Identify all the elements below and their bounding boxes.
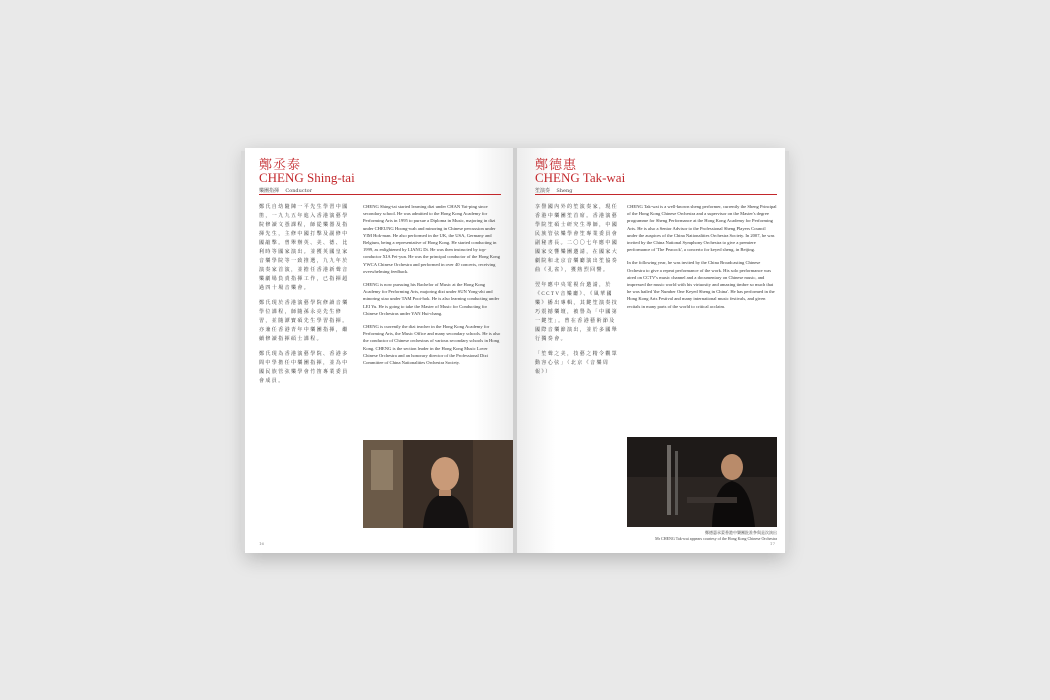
performer-name-chinese: 鄭丞泰 bbox=[259, 158, 302, 173]
performer-role bbox=[535, 187, 572, 194]
sheng-performer-photo bbox=[627, 437, 777, 527]
right-page bbox=[515, 148, 785, 553]
bio-paragraph: 翌年應中央電視台邀請，於《CCTV音樂廳》、《風華國樂》播出專輯，其鍵笙演奏技巧震撼樂壇，被譽為「中國第一鍵笙」。曾在香港藝術節及國際音樂節演出，並於多國舉行獨奏會。 bbox=[535, 283, 619, 342]
chinese-biography bbox=[535, 203, 619, 383]
page-edge-right bbox=[785, 151, 789, 551]
title-divider bbox=[259, 194, 501, 195]
page-number: 16 bbox=[259, 541, 265, 546]
role-english: Conductor bbox=[285, 188, 313, 194]
page-number: 17 bbox=[769, 541, 775, 546]
performer-name-english: CHENG Tak-wai bbox=[535, 170, 626, 185]
portrait-illustration bbox=[363, 440, 515, 528]
english-biography bbox=[363, 203, 503, 372]
booklet-spine bbox=[513, 148, 517, 553]
role-chinese: 樂團指揮 bbox=[259, 188, 280, 194]
bio-paragraph: CHENG Shing-tai started learning dizi under CHAN Yat-ping since secondary school. He was admitted to the Hong Kong Academy for Performing Arts in 1995 to pursue a Diploma in Music, majoring in dizi under CHEUNG Hoong-wah and minoring in Chinese percussion under YIM Hok-man. He also performed in the UK, the USA, Germany and Belgium, being a representative of Hong Kong. He started conducting in 1999, as enlightened by LIANG Di. He was then instructed by top-conductor XIA Fei-yun. He was the principal conductor of the Hong Kong YWCA Chinese Orchestra and performed in over 40 concerts, receiving overwhelming feedback. bbox=[363, 204, 501, 274]
chinese-biography bbox=[259, 203, 351, 392]
performer-illustration bbox=[627, 437, 777, 527]
performer-name-english: CHENG Shing-tai bbox=[259, 170, 355, 185]
booklet-spread bbox=[245, 148, 785, 553]
bio-quote: 「笙聲之美，技藝之精令觀眾動容心弦」（北京《音樂周報》） bbox=[535, 352, 619, 375]
bio-paragraph: 鄭氏自幼隨陳一平先生學習中國笛，一九九五年進入香港演藝學院修讀文憑課程，師從樂器及指揮先生，主修中國打擊及副修中國敲擊。曾舉辦英、美、德、比利時等國家演出。並獲英國皇家音樂學院等一致推選，九九年於演奏家首演，並擔任香港新聲音樂劇場負責指揮工作，已指揮超過四十場音樂會。 bbox=[259, 205, 349, 291]
performer-name-chinese: 鄭德惠 bbox=[535, 158, 578, 173]
conductor-portrait-photo bbox=[363, 440, 515, 528]
bio-paragraph: 享譽國內外的笙演奏家，現任香港中樂團笙首席。香港演藝學院笙碩士研究生導師，中國民族管弦樂學會笙專業委員會副秘書長。二〇〇七年應中國國家交響樂團邀請，在國家大劇院和北京音樂廳演出笙協奏曲《孔雀》，獲熱烈回響。 bbox=[535, 205, 619, 273]
left-page bbox=[245, 148, 515, 553]
bio-paragraph: 鄭氏現於香港演藝學院修讀音樂學位課程，師隨孫永亮先生修習，並隨譚寶碩先生學習指揮。亦兼任香港青年中樂團指揮，繼續修讀指揮碩士課程。 bbox=[259, 301, 349, 342]
bio-paragraph: CHENG is currently the dizi teacher in the Hong Kong Academy for Performing Arts, the Music Office and many secondary schools. He is also the conductor of Chinese orchestras of various secondary schools in Hong Kong. CHENG is the section leader in the Hong Kong Music Lover Chinese Orchestra and an honorary director of the Professional Dizi Committee of China Nationalities Orchestra Society. bbox=[363, 324, 501, 366]
caption-english: Mr CHENG Tak-wai appears courtesy of the Hong Kong Chinese Orchestra bbox=[655, 536, 777, 541]
photo-caption bbox=[577, 530, 777, 542]
bio-paragraph: CHENG is now pursuing his Bachelor of Music at the Hong Kong Academy for Performing Arts, majoring dizi under SUN Yong-zhi and minoring xiao under TAM Pooi-hok. He is also learning conducting under LEI Yu. He is going to take the Master of Music for Conducting for Chinese Orchestras under YAN Hui-chang. bbox=[363, 282, 500, 316]
role-chinese: 笙演奏 bbox=[535, 188, 551, 194]
bio-paragraph: CHENG Tak-wai is a well-known sheng performer, currently the Sheng Principal of the Hong Kong Chinese Orchestra and a supervisor on the Master's degree programme for Sheng Performance at the Hong Kong Academy for Performing Arts. He is also a Senior Advisor to the Professional Sheng Players Council under the auspices of the China Nationalities Orchestra Society. In 2007, he was invited by the China National Symphony Orchestra to give a premiere performance of 'The Peacock', a concerto for keyed sheng, in Beijing. bbox=[627, 204, 777, 253]
title-divider bbox=[535, 194, 777, 195]
caption-chinese: 鄭德惠承蒙香港中樂團批准參與是次演出 bbox=[705, 530, 777, 535]
performer-role bbox=[259, 187, 312, 194]
bio-paragraph: 鄭氏現為香港演藝學院、香港多間中學擔任中樂團指揮，並為中國民族管弦樂學會竹笛專業委員會成員。 bbox=[259, 352, 349, 384]
english-biography bbox=[627, 203, 777, 316]
bio-paragraph: In the following year, he was invited by the China Broadcasting Chinese Orchestra to give a repeat performance of the work. His solo performance was aired on CCTV's music channel and a documentary on Chinese music, and impressed the music world with his virtuosity and amazing timbre so much that he was hailed 'the Number One Keyed Sheng in China'. He has performed in the Hong Kong Arts Festival and many international music festivals, and given recitals in many parts of the world to critical acclaim. bbox=[627, 260, 775, 309]
role-english: Sheng bbox=[556, 188, 573, 194]
